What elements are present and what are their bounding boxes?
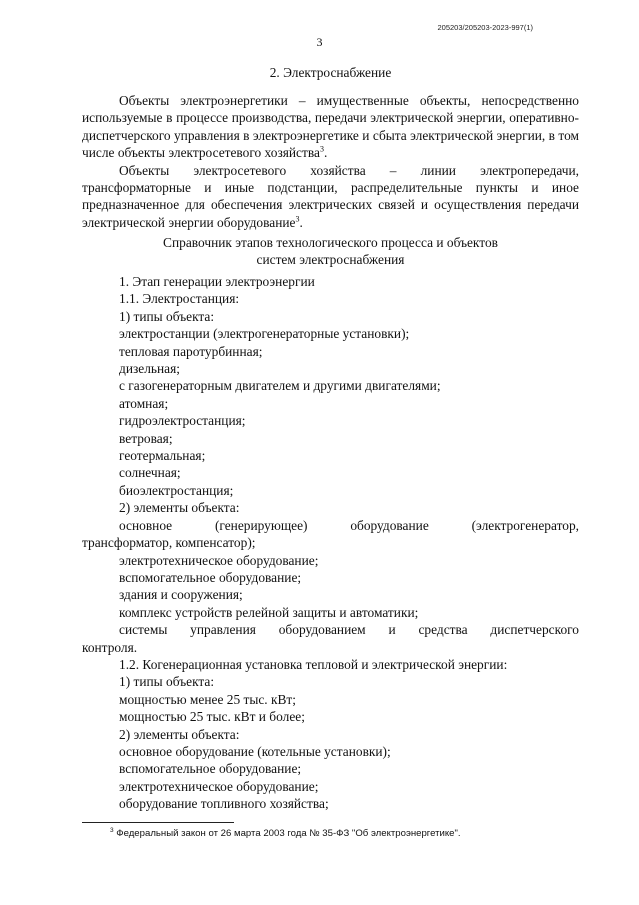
page-number: 3: [316, 35, 323, 49]
list-item: основное (генерирующее) оборудование (электрогенератор,: [119, 517, 579, 533]
intro-paragraph-1: [82, 92, 579, 162]
stage-1-title: 1. Этап генерации электроэнергии: [119, 274, 315, 289]
list-item: электротехническое оборудование;: [119, 778, 319, 794]
document-id: 205203/205203-2023-997(1): [437, 23, 533, 32]
list-item: атомная;: [119, 395, 169, 411]
intro-paragraph-2-end: .: [299, 214, 303, 230]
list-item: биоэлектростанция;: [119, 482, 234, 498]
list-item: вспомогательное оборудование;: [119, 761, 302, 777]
section-title: 2. Электроснабжение: [269, 65, 392, 80]
list-item: мощностью менее 25 тыс. кВт;: [119, 691, 296, 707]
list-item: с газогенераторным двигателем и другими двигателями;: [119, 378, 441, 394]
footnote-mark: 3: [110, 826, 114, 834]
types-heading: 1) типы объекта:: [119, 308, 215, 324]
list-item: мощностью 25 тыс. кВт и более;: [119, 709, 305, 725]
list-item: системы управления оборудованием и средства диспетчерского: [119, 622, 579, 638]
reference-title-line-1: Справочник этапов технологического процесса и объектов: [163, 235, 498, 250]
footnote-ref: 3: [319, 144, 324, 154]
list-item: электростанции (электрогенераторные установки);: [119, 326, 410, 342]
list-item: здания и сооружения;: [119, 587, 243, 603]
reference-title-line-2: систем электроснабжения: [256, 252, 405, 268]
list-item-continuation: контроля.: [82, 639, 138, 655]
elements-heading: 2) элементы объекта:: [119, 500, 240, 516]
elements-heading: 2) элементы объекта:: [119, 726, 240, 742]
types-heading: 1) типы объекта:: [119, 674, 215, 690]
subsection-1-1-title: 1.1. Электростанция:: [119, 291, 240, 307]
list-item: тепловая паротурбинная;: [119, 343, 263, 359]
list-item: оборудование топливного хозяйства;: [119, 796, 329, 812]
reference-title: [82, 234, 579, 269]
footnote: [110, 828, 461, 840]
list-item: дизельная;: [119, 361, 180, 377]
list-item: основное оборудование (котельные установки);: [119, 743, 391, 759]
intro-paragraph-1-text: Объекты электроэнергетики – имущественные объекты, непосредственно используемые в процессе производства, передачи электрической энергии, оперативно-диспетчерского управления в электроэнергетике и сбыта электрической энергии, в том числе объекты электросетевого хозяйства: [82, 93, 579, 161]
list-item: ветровая;: [119, 430, 173, 446]
list-item: геотермальная;: [119, 448, 206, 464]
footnote-ref: 3: [295, 214, 300, 224]
intro-paragraph-2-text: Объекты электросетевого хозяйства – линии электропередачи, трансформаторные и иные подстанции, распределительные пункты и иное предназначенное для обеспечения электрических связей и осуществления передачи электрической энергии оборудование: [82, 162, 579, 230]
intro-block: [82, 92, 579, 231]
footnote-text: Федеральный закон от 26 марта 2003 года № 35-ФЗ "Об электроэнергетике".: [113, 828, 461, 839]
intro-paragraph-1-end: .: [323, 145, 328, 161]
stage-list: [82, 273, 579, 813]
list-item: гидроэлектростанция;: [119, 413, 246, 429]
subsection-1-2-title: 1.2. Когенерационная установка тепловой и электрической энергии:: [119, 656, 508, 672]
list-item-continuation: трансформатор, компенсатор);: [82, 535, 256, 551]
intro-paragraph-2: [82, 162, 579, 232]
footnote-divider: [82, 822, 234, 823]
list-item: вспомогательное оборудование;: [119, 569, 302, 585]
list-item: электротехническое оборудование;: [119, 552, 319, 568]
list-item: комплекс устройств релейной защиты и автоматики;: [119, 604, 419, 620]
list-item: солнечная;: [119, 465, 181, 481]
